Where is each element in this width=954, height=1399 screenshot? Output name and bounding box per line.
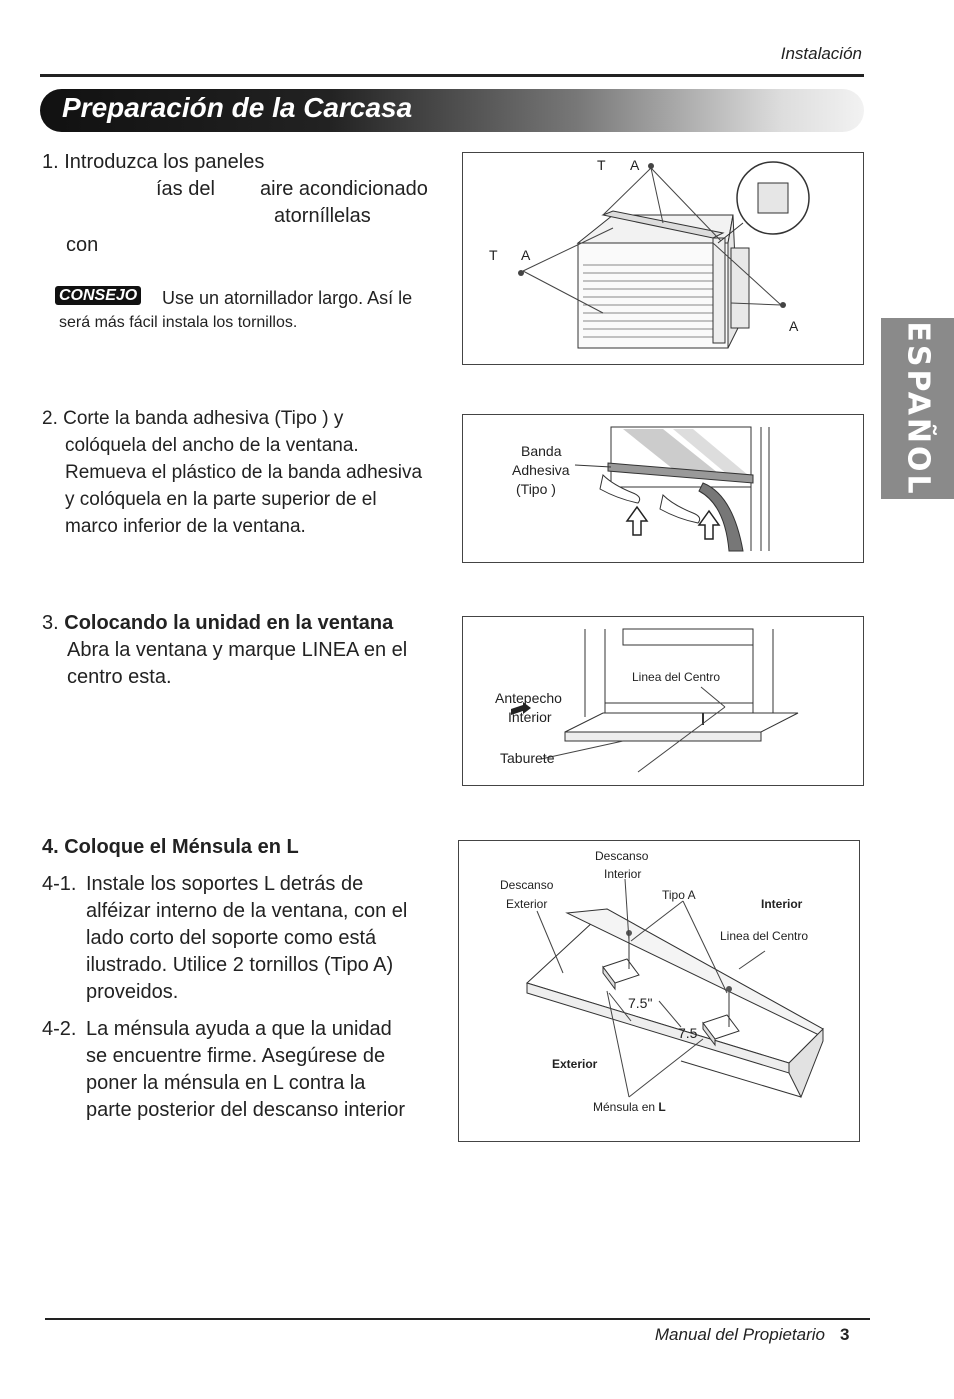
tip-line2: será más fácil instala los tornillos. — [59, 314, 298, 331]
fig1-a3: A — [789, 318, 799, 334]
tip-badge: CONSEJO — [55, 287, 141, 305]
step3-num: 3. — [42, 612, 59, 634]
step3-line2: Abra la ventana y marque LINEA en el — [67, 639, 408, 661]
fig4-descanso-int-2: Interior — [604, 867, 642, 881]
figure-window-frame — [462, 152, 864, 365]
step2-line3: Remueva el plástico de la banda adhesiva — [65, 462, 423, 483]
step2-line1: 2. Corte la banda adhesiva (Tipo ) y — [42, 408, 344, 429]
fig4-descanso-int-1: Descanso — [595, 849, 649, 863]
fig2-tipo: (Tipo ) — [516, 481, 556, 497]
fig4-dim1: 7.5" — [628, 995, 653, 1011]
step2-line5: marco inferior de la ventana. — [65, 516, 306, 537]
fig4-descanso-ext-1: Descanso — [500, 878, 554, 892]
fig1-a1: A — [630, 157, 640, 173]
bottom-rule — [45, 1318, 870, 1320]
fig4-exterior: Exterior — [552, 1057, 598, 1071]
language-tab-label: ESPAÑOL — [900, 320, 935, 497]
step1-line1: 1. Introduzca los paneles — [42, 151, 265, 173]
page-number: 3 — [840, 1325, 850, 1344]
page-title: Preparación de la Carcasa — [62, 92, 413, 123]
step4-2-l1: La ménsula ayuda a que la unidad — [86, 1018, 392, 1040]
step2-line2: colóquela del ancho de la ventana. — [65, 435, 359, 456]
step1-line4: con — [66, 234, 99, 256]
fig1-a2: A — [521, 247, 531, 263]
fig4-descanso-ext-2: Exterior — [506, 897, 548, 911]
fig1-t2: T — [489, 247, 498, 263]
step1-line3: atorníllelas — [274, 205, 371, 227]
fig3-taburete: Taburete — [500, 750, 555, 766]
step4-1-l3: lado corto del soporte como está — [86, 927, 377, 949]
step4-2-l3: poner la ménsula en L contra la — [86, 1072, 366, 1094]
step4-2-l4: parte posterior del descanso interior — [86, 1099, 406, 1121]
step4-1-l2: alféizar interno de la ventana, con el — [86, 900, 408, 922]
fig3-interior: Interior — [508, 709, 552, 725]
section-label: Instalación — [780, 44, 862, 63]
fig2-banda: Banda — [521, 443, 562, 459]
tip-line1: Use un atornillador largo. Así le — [162, 288, 413, 308]
language-tab — [881, 318, 954, 499]
footer-text: Manual del Propietario — [654, 1325, 825, 1344]
step2-line4: y colóquela en la parte superior de el — [65, 489, 377, 510]
step4-1-l1: Instale los soportes L detrás de — [86, 873, 364, 895]
fig2-adhesiva: Adhesiva — [512, 462, 570, 478]
step4-1-num: 4-1. — [42, 873, 77, 895]
step4-heading: 4. Coloque el Ménsula en L — [42, 836, 299, 858]
step3-line1 — [42, 610, 393, 637]
fig4-mensula: Ménsula en L — [593, 1100, 666, 1114]
fig1-t1: T — [597, 157, 606, 173]
fig3-linea: Linea del Centro — [632, 670, 721, 684]
fig4-tipo-a: Tipo A — [662, 888, 696, 902]
step4-2-num: 4-2. — [42, 1018, 77, 1040]
fig4-interior: Interior — [761, 897, 803, 911]
step3-line3: centro esta. — [67, 666, 172, 688]
step4-1-l4: ilustrado. Utilice 2 tornillos (Tipo A) — [86, 954, 394, 976]
figure-adhesive-strip — [462, 414, 864, 563]
fig4-dim2: 7.5 — [678, 1025, 698, 1041]
fig3-antepecho: Antepecho — [495, 690, 562, 706]
step3-heading: Colocando la unidad en la ventana — [64, 612, 394, 634]
step1-line2b: aire acondicionado — [260, 178, 428, 200]
step4-1-l5: proveidos. — [86, 981, 179, 1003]
top-rule — [40, 74, 864, 77]
step4-2-l2: se encuentre firme. Asegúrese de — [86, 1045, 386, 1067]
figure-center-line — [462, 616, 864, 786]
figure-l-bracket — [458, 840, 860, 1142]
step1-line2a: ías del — [156, 178, 215, 200]
fig4-linea: Linea del Centro — [720, 929, 809, 943]
